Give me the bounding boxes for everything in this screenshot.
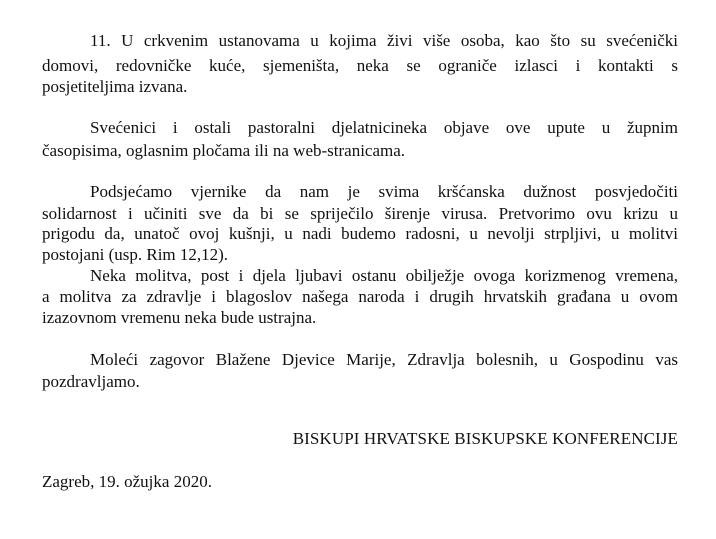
paragraph-priests-line-2: časopisima, oglasnim pločama ili na web-stranicama. [42,141,406,160]
paragraph-reminder-line-1: Podsjećamo vjernike da nam je svima kršćanska dužnost posvjedočiti [90,182,678,201]
paragraph-greeting-line-1: Moleći zagovor Blažene Djevice Marije, Zdravlja bolesnih, u Gospodinu vas [90,350,678,369]
paragraph-reminder-line-2: solidarnost i učiniti sve da bi se spriječilo širenje virusa. Pretvorimo ovu krizu u [42,204,678,223]
document-page [42,0,678,539]
paragraph-11-line-3: posjetiteljima izvana. [42,77,188,96]
paragraph-greeting-line-2: pozdravljamo. [42,372,140,391]
paragraph-prayer-line-1: Neka molitva, post i djela ljubavi ostanu obilježje ovoga korizmenog vremena, [90,266,678,285]
paragraph-prayer-line-3: izazovnom vremenu neka bude ustrajna. [42,308,317,327]
signature: BISKUPI HRVATSKE BISKUPSKE KONFERENCIJE [292,429,678,448]
paragraph-prayer-line-2: a molitva za zdravlje i blagoslov našega naroda i drugih hrvatskih građana u ovom [42,287,678,306]
paragraph-reminder-line-3: prigodu da, unatoč ovoj kušnji, u nadi budemo radosni, u nevolji strpljivi, u molitvi [42,224,678,243]
date-line: Zagreb, 19. ožujka 2020. [42,472,212,491]
paragraph-reminder-line-4: postojani (usp. Rim 12,12). [42,245,229,264]
paragraph-11-line-1: 11. U crkvenim ustanovama u kojima živi više osoba, kao što su svećenički [90,31,678,50]
paragraph-11-line-2: domovi, redovničke kuće, sjemeništa, neka se ograniče izlasci i kontakti s [42,56,678,75]
paragraph-priests-line-1: Svećenici i ostali pastoralni djelatnicineka objave ove upute u župnim [90,118,678,137]
